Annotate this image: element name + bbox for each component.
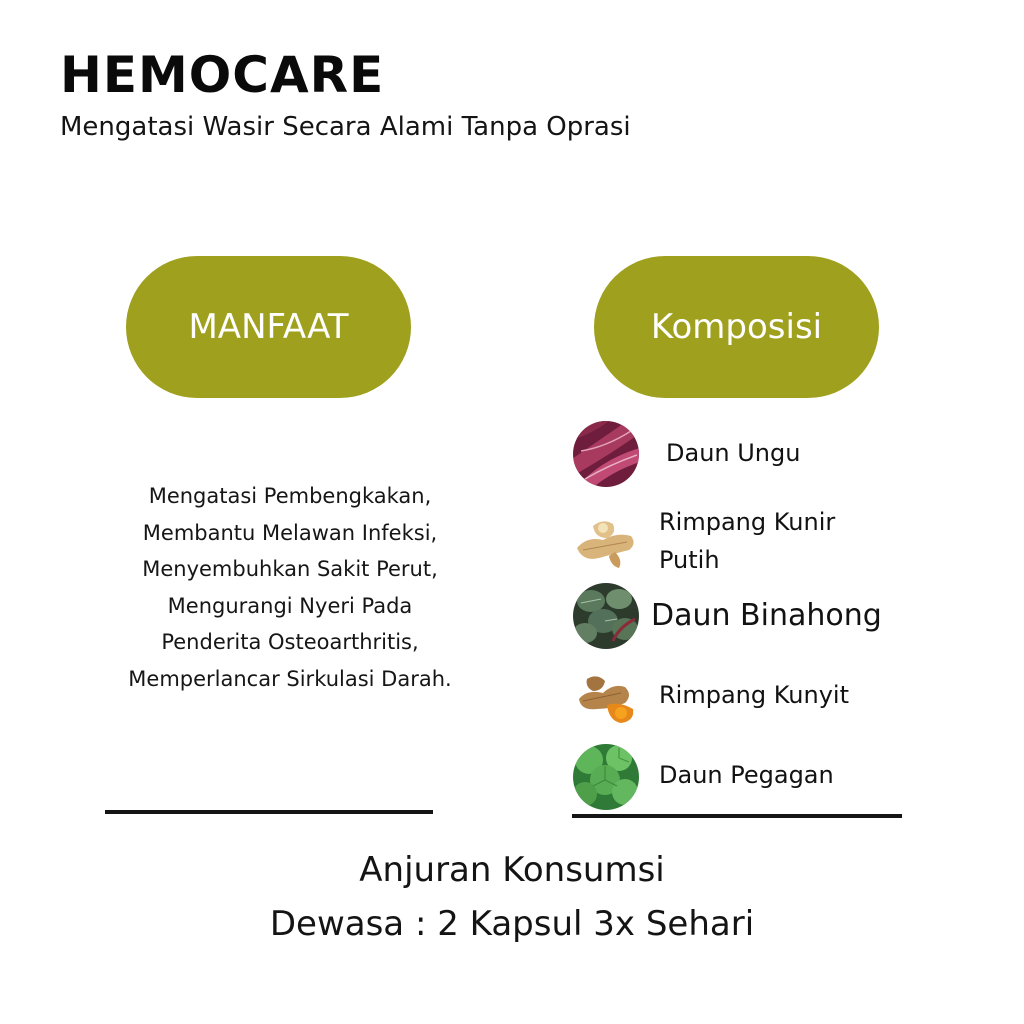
benefit-item: Menyembuhkan Sakit Perut, xyxy=(142,557,438,581)
white-turmeric-root-icon xyxy=(573,506,639,572)
composition-heading-pill xyxy=(594,256,879,398)
benefits-list xyxy=(60,478,520,697)
dosage-title: Anjuran Konsumsi xyxy=(359,850,665,890)
ingredient-label: Daun Ungu xyxy=(666,439,801,467)
dosage-value: Dewasa : 2 Kapsul 3x Sehari xyxy=(269,904,755,944)
composition-heading: Komposisi xyxy=(650,307,823,347)
benefit-item: Mengatasi Pembengkakan, xyxy=(148,484,432,508)
purple-leaf-icon xyxy=(573,421,639,487)
tagline: Mengatasi Wasir Secara Alami Tanpa Oprasi xyxy=(60,112,631,142)
benefit-item: Memperlancar Sirkulasi Darah. xyxy=(128,666,452,691)
divider-left xyxy=(105,810,433,814)
turmeric-root-icon xyxy=(573,665,639,731)
divider-right xyxy=(572,814,902,818)
ingredient-label: Rimpang Kunyit xyxy=(659,681,849,709)
pegagan-leaf-icon xyxy=(573,744,639,810)
ingredient-label: Daun Binahong xyxy=(651,598,882,633)
benefit-item: Membantu Melawan Infeksi, xyxy=(142,520,438,545)
binahong-leaf-icon xyxy=(573,583,639,649)
benefit-item: Mengurangi Nyeri Pada xyxy=(167,593,413,618)
ingredient-label-line: Putih xyxy=(659,546,720,574)
ingredient-label-line: Rimpang Kunir xyxy=(659,508,836,536)
brand-title: HEMOCARE xyxy=(60,46,385,104)
benefits-heading-pill xyxy=(126,256,411,398)
benefits-heading: MANFAAT xyxy=(188,307,349,347)
ingredient-label: Daun Pegagan xyxy=(659,761,834,789)
benefit-item: Penderita Osteoarthritis, xyxy=(161,630,419,654)
ingredient-label xyxy=(659,503,835,579)
